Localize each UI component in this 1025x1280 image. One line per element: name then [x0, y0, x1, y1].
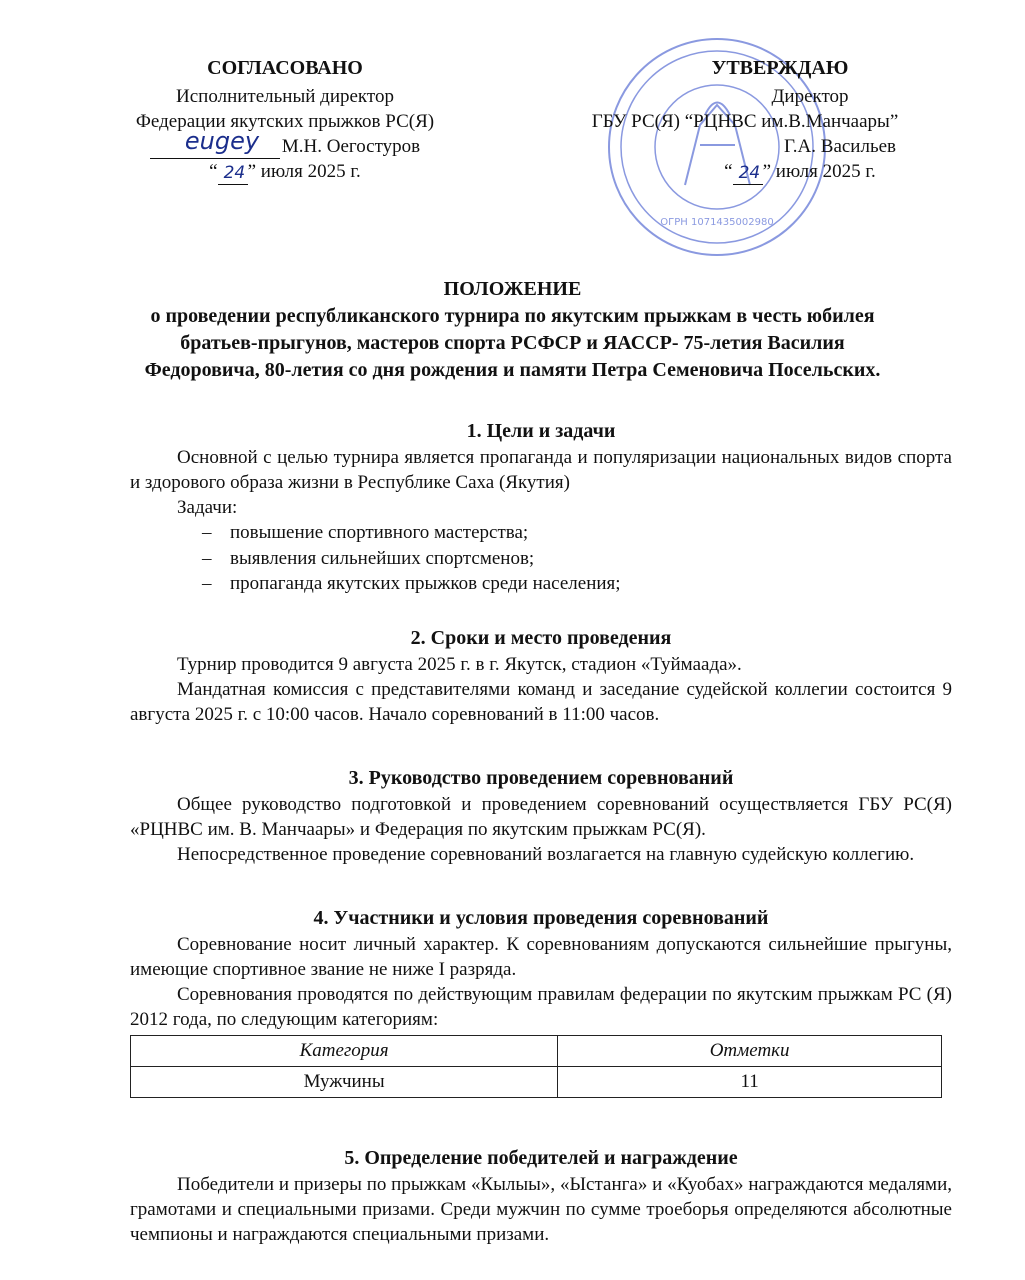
section-dates-place: [130, 625, 952, 727]
approval-right-signer: Г.А. Васильев: [783, 136, 897, 158]
document-title-heading: ПОЛОЖЕНИЕ: [443, 278, 582, 300]
stamp-ogrn: ОГРН 1071435002980: [660, 217, 774, 228]
list-item: – пропаганда якутских прыжков среди населения;: [202, 571, 952, 596]
section-heading: 5. Определение победителей и награждение: [344, 1147, 738, 1169]
table-header-cell: Отметки: [558, 1035, 942, 1066]
document-title: [130, 276, 895, 384]
table-header-row: [131, 1035, 942, 1066]
paragraph: Соревнования проводятся по действующим правилам федерации по якутским прыжкам РС (Я) 2012 года, по следующим категориям:: [130, 984, 952, 1031]
section-heading: 4. Участники и условия проведения соревнований: [313, 907, 769, 929]
approval-left-title: СОГЛАСОВАНО: [207, 57, 363, 79]
signature-line: [150, 127, 280, 159]
list-item: – повышение спортивного мастерства;: [202, 520, 952, 545]
section-heading: 1. Цели и задачи: [466, 420, 616, 442]
date-rest: ” июля 2025 г.: [247, 161, 361, 183]
paragraph: Основной с целью турнира является пропаганда и популяризации национальных видов спорта и здорового образа жизни в Республике Саха (Якутия): [130, 446, 952, 493]
list-item: – выявления сильнейших спортсменов;: [202, 546, 952, 571]
paragraph: Соревнование носит личный характер. К соревнованиям допускаются сильнейшие прыгуны, имеющие спортивное звание не ниже I разряда.: [130, 933, 952, 980]
section-participants: [130, 905, 952, 1098]
handwritten-day: 24: [223, 162, 246, 183]
table-cell: Мужчины: [131, 1066, 558, 1097]
date-rest: ” июля 2025 г.: [762, 161, 876, 183]
date-blank: [218, 162, 248, 185]
paragraph: Мандатная комиссия с представителями команд и заседание судейской коллегии состоится 9 августа 2025 г. с 10:00 часов. Начало соревнований в 11:00 часов.: [130, 678, 952, 726]
document-title-subtitle: о проведении республиканского турнира по якутским прыжкам в честь юбилея братьев-прыгунов, мастеров спорта РСФСР и ЯАССР- 75-летия Василия Федоровича, 80-летия со дня рождения и памяти Петра Семеновича Посельских.: [144, 305, 881, 381]
table-row: [131, 1066, 942, 1097]
section-management: [130, 765, 952, 867]
section-heading: 2. Сроки и место проведения: [410, 627, 672, 649]
paragraph: Непосредственное проведение соревнований возлагается на главную судейскую коллегию.: [177, 844, 915, 866]
approval-right-organization: ГБУ РС(Я) “РЦНВС им.В.Манчаары”: [591, 110, 899, 132]
approval-right-date: [560, 159, 930, 184]
section-winners: [130, 1145, 952, 1247]
paragraph: Победители и призеры по прыжкам «Кылыы», «Ыстанга» и «Куобах» награждаются медалями, грамотами и специальными призами. Среди мужчин по сумме троеборья определяются абсолютные чемпионы и награждаются специальными призами.: [130, 1173, 952, 1246]
approval-right-position: Директор: [771, 85, 849, 107]
table-cell: 11: [558, 1066, 942, 1097]
date-blank: [733, 162, 763, 185]
date-open-quote: “: [724, 161, 733, 183]
handwritten-signature: eugey: [184, 127, 260, 156]
tasks-list: [130, 520, 952, 596]
handwritten-day: 24: [738, 162, 761, 183]
categories-table: [130, 1035, 942, 1098]
approval-left-organization: Федерации якутских прыжков РС(Я): [135, 110, 435, 132]
section-heading: 3. Руководство проведением соревнований: [348, 767, 734, 789]
approval-left-position: Исполнительный директор: [176, 85, 394, 107]
approval-right-title: УТВЕРЖДАЮ: [711, 57, 849, 79]
paragraph: Общее руководство подготовкой и проведением соревнований осуществляется ГБУ РС(Я) «РЦНВС им. В. Манчаары» и Федерация по якутским прыжкам РС(Я).: [130, 793, 952, 840]
tasks-label: Задачи:: [177, 497, 238, 519]
section-goals: [130, 418, 952, 596]
approval-left-signature-row: [100, 127, 470, 159]
approval-left-signer: М.Н. Оегостуров: [281, 136, 421, 158]
approval-block-right: [560, 55, 930, 185]
table-header-cell: Категория: [131, 1035, 558, 1066]
date-open-quote: “: [209, 161, 218, 183]
approval-block-left: [100, 55, 470, 185]
approval-left-date: [100, 159, 470, 184]
paragraph: Турнир проводится 9 августа 2025 г. в г. Якутск, стадион «Туймаада».: [177, 653, 742, 675]
